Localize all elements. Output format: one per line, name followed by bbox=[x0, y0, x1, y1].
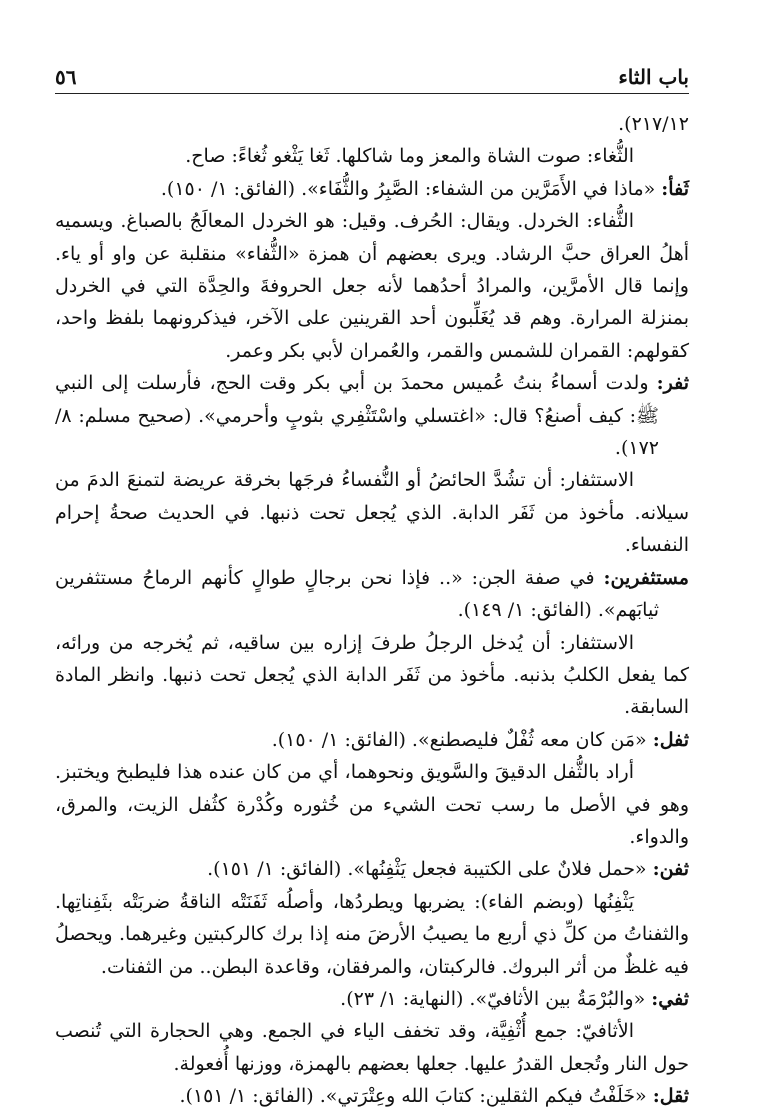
entry-text: «مَن كان معه ثُفْلٌ فليصطنع». (الفائق: ١/ ١٥٠). bbox=[271, 728, 653, 751]
headword: ثقل: bbox=[652, 1085, 689, 1108]
headword: ثَفأ: bbox=[661, 177, 689, 200]
paragraph bbox=[55, 886, 689, 983]
paragraph bbox=[55, 108, 689, 140]
entry-text: ولدت أسماءُ بنتُ عُميس محمدَ بن أبي بكر وقت الحج، فأرسلت إلى النبي ﷺ: كيف أصنعُ؟ قال: «اغتسلي واسْتَثْفِري بثوبٍ وأحرمي». (صحيح مسلم: ٨/ ١٧٢). bbox=[55, 372, 659, 460]
paragraph-text: يَثْفِنُها (وبضم الفاء): يضربها ويطردُها، وأصلُه ثَفَنَتْه الناقةُ ضربَتْه بثَفِناتِها. والثفناتُ من كلِّ ذي أربع ما يصيبُ الأرضَ منه إذا برك كالركبتين وغيرهما. ويحصلُ فيه غلظٌ من أثر البروك. فالركبتان، والمرفقان، وقاعدة البطن.. من الثفنات. bbox=[55, 890, 689, 978]
entry-text: «حمل فلانٌ على الكتيبة فجعل يَثْفِنُها». (الفائق: ١/ ١٥١). bbox=[207, 858, 653, 881]
headword: ثفر: bbox=[656, 372, 689, 395]
paragraph bbox=[55, 140, 689, 172]
entry-paragraph bbox=[55, 367, 689, 464]
section-title: باب الثاء bbox=[618, 65, 689, 89]
paragraph-text: أراد بالثُّفل الدقيقَ والسَّويق ونحوهما، أي من كان عنده هذا فليطبخ ويختبز. وهو في الأصل ما رسب تحت الشيء من خُثوره وكُدْرة كثُفل الزيت، والمرق، والدواء. bbox=[55, 761, 689, 848]
paragraph-text: الثُّغاء: صوت الشاة والمعز وما شاكلها. ثَغا يَثْغو ثُغاءً: صاح. bbox=[185, 145, 634, 168]
paragraph-text: الاستثفار: أن يُدخل الرجلُ طرفَ إزاره بين ساقيه، ثم يُخرجه من ورائه، كما يفعل الكلبُ بذنبه. مأخوذ من ثَفَر الدابة الذي يُجعل تحت ذنبها. وانظر المادة السابقة. bbox=[55, 631, 689, 719]
entry-paragraph bbox=[55, 562, 689, 627]
entry-paragraph bbox=[55, 1080, 689, 1112]
headword: ثفي: bbox=[651, 987, 689, 1010]
paragraph-text: ٢١٧/١٢). bbox=[618, 113, 689, 135]
paragraph-text: الأثافيّ: جمع أُثْفِيَّة، وقد تخفف الياء في الجمع. وهي الحجارة التي تُنصب حول النار وتُجعل القدرُ عليها. جعلها بعضهم بالهمزة، ووزنها أُفعولة. bbox=[55, 1020, 689, 1075]
paragraph-text: الثُّفاء: الخردل. ويقال: الحُرف. وقيل: هو الخردل المعالَجُ بالصباغ. ويسميه أهلُ العراق حبَّ الرشاد. ويرى بعضهم أن همزة «الثُّفاء» منقلبة عن واو أو ياء. وإنما قال الأمرَّين، والمرادُ أحدُهما لأنه جعل الحروفةَ والحِدَّة التي في الخردل بمنزلة المرارة. وهم قد يُغَلِّبون أحد القرينين على الآخر، فيذكرونهما بلفظ واحد، كقولهم: القمران للشمس والقمر، والعُمران لأبي بكر وعمر. bbox=[55, 210, 689, 362]
page-body bbox=[55, 108, 689, 1113]
entry-paragraph bbox=[55, 983, 689, 1015]
entry-paragraph bbox=[55, 853, 689, 885]
paragraph bbox=[55, 627, 689, 724]
entry-text: «خَلَفْتُ فيكم الثقلين: كتابَ الله وعِتْرَتي». (الفائق: ١/ ١٥١). bbox=[179, 1085, 653, 1108]
paragraph-text: الاستثفار: أن تشُدَّ الحائضُ أو النُّفساءُ فرجَها بخرقة عريضة لتمنعَ الدمَ من سيلانه. مأخوذ من ثَفَر الدابة. الذي يُجعل تحت ذنبها. في الحديث صحةُ إحرام النفساء. bbox=[55, 469, 689, 557]
headword: ثفل: bbox=[652, 728, 689, 751]
page-number: ٥٦ bbox=[55, 65, 77, 89]
paragraph bbox=[55, 1015, 689, 1080]
entry-text: «ماذا في الأَمَرَّين من الشفاء: الصَّبِرُ والثُّفَاء». (الفائق: ١/ ١٥٠). bbox=[160, 177, 662, 200]
entry-text: في صفة الجن: «.. فإذا نحن برجالٍ طوالٍ كأنهم الرماحُ مستثفرين ثيابَهم». (الفائق: ١/ ١٤٩). bbox=[55, 566, 659, 622]
entry-text: «والبُرْمَةُ بين الأثافيّ». (النهاية: ١/ ٢٣). bbox=[340, 987, 652, 1010]
entry-paragraph bbox=[55, 173, 689, 205]
paragraph bbox=[55, 205, 689, 367]
paragraph bbox=[55, 464, 689, 561]
entry-paragraph bbox=[55, 724, 689, 756]
headword: ثفن: bbox=[652, 858, 689, 881]
header-rule bbox=[55, 93, 689, 94]
headword: مستثفرين: bbox=[603, 566, 689, 589]
page-header bbox=[55, 56, 689, 90]
paragraph bbox=[55, 756, 689, 853]
